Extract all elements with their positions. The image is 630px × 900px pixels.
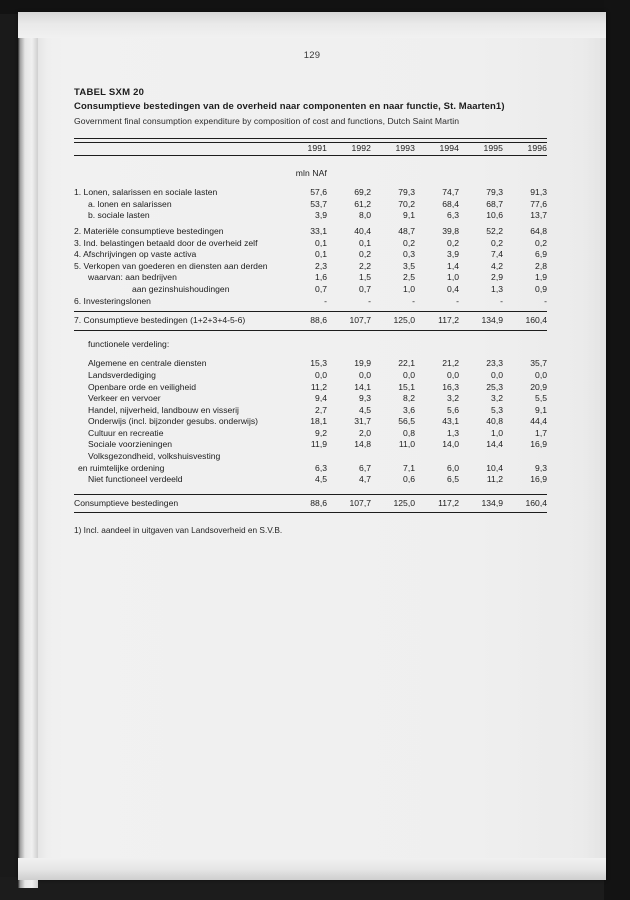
column-header-1992: 1992 xyxy=(351,143,371,153)
cell-1995: 68,7 xyxy=(486,198,503,209)
pre-footer-gap xyxy=(74,486,547,495)
row-label-text: Niet functioneel verdeeld xyxy=(88,474,183,485)
header-blank-corner xyxy=(74,143,283,155)
cell-1992: 1,5 xyxy=(359,272,371,283)
cell-1994: 0,2 xyxy=(447,237,459,248)
spacer-cell xyxy=(74,486,547,495)
cell-1995: 23,3 xyxy=(486,358,503,369)
cell-1994: 0,0 xyxy=(447,369,459,380)
cell-1996: 1,7 xyxy=(535,427,547,438)
row-label xyxy=(74,463,283,475)
row-label-text: a. lonen en salarissen xyxy=(88,198,172,209)
cell-1993: 125,0 xyxy=(393,315,415,326)
table-row xyxy=(74,296,547,308)
unit-row-blank xyxy=(74,168,283,180)
rule-line xyxy=(74,513,547,514)
spacer-cell xyxy=(74,156,547,168)
row-label-text: Verkeer en vervoer xyxy=(88,393,161,404)
cell-1992: - xyxy=(368,295,371,306)
row-label-text: 7. Consumptieve bestedingen (1+2+3+4-5-6) xyxy=(74,315,246,326)
cell-1991: 88,6 xyxy=(310,315,327,326)
cell-1996: 6,9 xyxy=(535,249,547,260)
row-label-text: Handel, nijverheid, landbouw en visserij xyxy=(88,404,239,415)
scan-bed-bottom-band xyxy=(0,877,630,900)
cell-1994: 6,3 xyxy=(447,210,459,221)
table-row-functional xyxy=(74,439,547,451)
header-to-unit-gap xyxy=(74,156,547,168)
cell-1994: 117,2 xyxy=(438,315,459,326)
cell-1996: 16,9 xyxy=(530,439,547,450)
cell-1991: 3,9 xyxy=(315,210,327,221)
cell-1994: 117,2 xyxy=(438,497,459,508)
row-label xyxy=(74,296,283,308)
row-label-text: 5. Verkopen van goederen en diensten aan derden xyxy=(74,260,268,271)
table-code: TABEL SXM 20 xyxy=(74,87,145,98)
cell-1996: 77,6 xyxy=(530,198,547,209)
cell-1993: 22,1 xyxy=(398,358,415,369)
cell-1996: 0,0 xyxy=(535,369,547,380)
cell-1995: 0,0 xyxy=(491,369,503,380)
cell-1992: 9,3 xyxy=(359,393,371,404)
row-label xyxy=(74,498,283,510)
cell-1992: 14,1 xyxy=(354,381,371,392)
cell-1993: 3,5 xyxy=(403,260,415,271)
cell-1993: 7,1 xyxy=(403,462,415,473)
cell-1996: 9,3 xyxy=(535,462,547,473)
cell-1991: 18,1 xyxy=(310,416,327,427)
cell-1995: 4,2 xyxy=(491,260,503,271)
row-label xyxy=(74,439,283,451)
cell-1991: 2,7 xyxy=(315,404,327,415)
cell-1992: 107,7 xyxy=(349,315,371,326)
cell-1991: 11,2 xyxy=(310,381,327,392)
table-row-functional xyxy=(74,405,547,417)
table-row xyxy=(74,249,547,261)
row-label xyxy=(74,428,283,440)
cell-1993: 0,6 xyxy=(403,474,415,485)
cell-1991: - xyxy=(324,295,327,306)
spacer-cell xyxy=(74,350,547,358)
cell-1992: 69,2 xyxy=(354,187,371,198)
row-label xyxy=(74,199,283,211)
table-row-total xyxy=(74,315,547,327)
cell-1993: 79,3 xyxy=(398,187,415,198)
row-label xyxy=(74,210,283,222)
cell-1996: 9,1 xyxy=(535,404,547,415)
cell-1994: 3,9 xyxy=(447,249,459,260)
cell-1992: 61,2 xyxy=(354,198,371,209)
row-label xyxy=(74,226,283,238)
cell-1995: 10,4 xyxy=(486,462,503,473)
cell-1994: 74,7 xyxy=(442,187,459,198)
row-label-text: b. sociale lasten xyxy=(88,210,150,221)
row-label-text: waarvan: aan bedrijven xyxy=(88,272,177,283)
functional-section-heading-row xyxy=(74,339,547,351)
cell-1995: 52,2 xyxy=(486,225,503,236)
cell-1996: 2,8 xyxy=(535,260,547,271)
cell-1996: 160,4 xyxy=(525,315,547,326)
cell-1991: 6,3 xyxy=(315,462,327,473)
unit-row-blank-cell xyxy=(459,168,503,180)
table-row-functional xyxy=(74,474,547,486)
table-row xyxy=(74,238,547,250)
row-label-text: 6. Investeringslonen xyxy=(74,295,151,306)
table-footnote: 1) Incl. aandeel in uitgaven van Landsoverheid en S.V.B. xyxy=(74,525,283,536)
cell-1991 xyxy=(283,451,327,463)
cell-1993: 9,1 xyxy=(403,210,415,221)
cell-1994: 1,4 xyxy=(447,260,459,271)
cell-1993: 0,8 xyxy=(403,427,415,438)
table-title-dutch: Consumptieve bestedingen van de overheid naar componenten en naar functie, St. Maarten1) xyxy=(74,101,505,112)
table-row xyxy=(74,210,547,222)
cell-1993: 11,0 xyxy=(398,439,415,450)
cell-1995: 0,2 xyxy=(491,237,503,248)
printed-content xyxy=(18,12,606,880)
cell-1993: 48,7 xyxy=(398,225,415,236)
table-body xyxy=(74,139,547,514)
column-header-row xyxy=(74,143,547,155)
spacer-cell xyxy=(74,179,547,187)
table-row-footer-total xyxy=(74,498,547,510)
cell-1991: 0,0 xyxy=(315,369,327,380)
table-row-functional xyxy=(74,358,547,370)
cell-1991: 88,6 xyxy=(310,497,327,508)
row-label-text: Cultuur en recreatie xyxy=(88,427,164,438)
cell-1992: 4,5 xyxy=(359,404,371,415)
cell-1996: 0,9 xyxy=(535,283,547,294)
cell-1995: 40,8 xyxy=(486,416,503,427)
unit-to-data-gap xyxy=(74,179,547,187)
cell-1993: 15,1 xyxy=(398,381,415,392)
functional-section-heading-text: functionele verdeling: xyxy=(88,338,170,349)
cell-1994 xyxy=(415,451,459,463)
row-label xyxy=(74,249,283,261)
cell-1995: 134,9 xyxy=(481,497,503,508)
cell-1996: 0,2 xyxy=(535,237,547,248)
table-title-english: Government final consumption expenditure by composition of cost and functions, Dutch Saint Martin xyxy=(74,116,460,126)
cell-1992: 6,7 xyxy=(359,462,371,473)
cell-1992: 40,4 xyxy=(354,225,371,236)
cell-1992: 31,7 xyxy=(354,416,371,427)
cell-1995: 134,9 xyxy=(481,315,503,326)
cell-1992: 19,9 xyxy=(354,358,371,369)
cell-1994: 14,0 xyxy=(442,439,459,450)
row-label xyxy=(74,187,283,199)
unit-row-blank-cell xyxy=(415,168,459,180)
cell-1995: 7,4 xyxy=(491,249,503,260)
column-header-1996: 1996 xyxy=(527,143,547,153)
table-row-functional xyxy=(74,463,547,475)
cell-1995: - xyxy=(500,295,503,306)
table-row xyxy=(74,272,547,284)
cell-1993: 70,2 xyxy=(398,198,415,209)
cell-1995: 2,9 xyxy=(491,272,503,283)
cell-1991: 2,3 xyxy=(315,260,327,271)
cell-1995: 10,6 xyxy=(486,210,503,221)
cell-1992: 2,2 xyxy=(359,260,371,271)
paper-sheet xyxy=(18,12,606,880)
column-header-1995: 1995 xyxy=(483,143,503,153)
table-row xyxy=(74,199,547,211)
row-label xyxy=(74,358,283,370)
cell-1991: 1,6 xyxy=(315,272,327,283)
page-number: 129 xyxy=(303,50,321,61)
column-header-1994: 1994 xyxy=(439,143,459,153)
data-table xyxy=(74,138,547,513)
post-total-gap xyxy=(74,331,547,339)
cell-1991: 11,9 xyxy=(310,439,327,450)
unit-row-blank-cell xyxy=(503,168,547,180)
cell-1995 xyxy=(459,451,503,463)
row-label xyxy=(74,315,283,327)
cell-1993: 3,6 xyxy=(403,404,415,415)
cell-1991: 0,1 xyxy=(315,237,327,248)
cell-1992: 0,1 xyxy=(359,237,371,248)
functional-section-heading xyxy=(74,339,547,351)
cell-1996: 20,9 xyxy=(530,381,547,392)
cell-1993: 2,5 xyxy=(403,272,415,283)
cell-1996: - xyxy=(544,295,547,306)
cell-1992: 2,0 xyxy=(359,427,371,438)
cell-1994: 0,4 xyxy=(447,283,459,294)
cell-1991: 9,4 xyxy=(315,393,327,404)
table-row xyxy=(74,284,547,296)
row-label-text: Algemene en centrale diensten xyxy=(88,358,207,369)
row-label xyxy=(74,370,283,382)
row-label xyxy=(74,238,283,250)
cell-1991: 0,1 xyxy=(315,249,327,260)
cell-1996: 1,9 xyxy=(535,272,547,283)
cell-1993 xyxy=(371,451,415,463)
cell-1992: 14,8 xyxy=(354,439,371,450)
row-label xyxy=(74,451,283,463)
cell-1992: 0,0 xyxy=(359,369,371,380)
cell-1992 xyxy=(327,451,371,463)
cell-1995: 5,3 xyxy=(491,404,503,415)
row-label xyxy=(74,261,283,273)
cell-1993: 125,0 xyxy=(393,497,415,508)
cell-1994: 1,0 xyxy=(447,272,459,283)
column-header-1991: 1991 xyxy=(307,143,327,153)
cell-1994: 1,3 xyxy=(447,427,459,438)
table-row-functional xyxy=(74,382,547,394)
cell-1992: 4,7 xyxy=(359,474,371,485)
table-document xyxy=(74,86,547,536)
row-label xyxy=(74,405,283,417)
cell-1995: 25,3 xyxy=(486,381,503,392)
row-label-text: Consumptieve bestedingen xyxy=(74,497,179,508)
table-row-functional xyxy=(74,416,547,428)
row-label-text: Landsverdediging xyxy=(88,369,156,380)
footer-bottom-rule xyxy=(74,513,547,514)
table-row-functional xyxy=(74,428,547,440)
row-label xyxy=(74,382,283,394)
cell-1996: 16,9 xyxy=(530,474,547,485)
cell-1994: 3,2 xyxy=(447,393,459,404)
cell-1996: 35,7 xyxy=(530,358,547,369)
row-label xyxy=(74,284,283,296)
row-label-text: Onderwijs (incl. bijzonder gesubs. onderwijs) xyxy=(88,416,259,427)
table-row xyxy=(74,261,547,273)
binding-gutter xyxy=(18,28,38,888)
cell-1991: 33,1 xyxy=(310,225,327,236)
table-row xyxy=(74,226,547,238)
cell-1995: 14,4 xyxy=(486,439,503,450)
table-row-functional xyxy=(74,451,547,463)
row-label-text: 2. Materiële consumptieve bestedingen xyxy=(74,225,224,236)
cell-1993: 8,2 xyxy=(403,393,415,404)
cell-1996: 13,7 xyxy=(530,210,547,221)
cell-1993: - xyxy=(412,295,415,306)
row-label-text: Openbare orde en veiligheid xyxy=(88,381,196,392)
row-label xyxy=(74,393,283,405)
row-label xyxy=(74,416,283,428)
cell-1991: 53,7 xyxy=(310,198,327,209)
table-row-functional xyxy=(74,393,547,405)
row-label xyxy=(74,272,283,284)
cell-1992: 0,7 xyxy=(359,283,371,294)
cell-1991: 57,6 xyxy=(310,187,327,198)
unit-label: mln NAf xyxy=(295,167,327,178)
cell-1993: 0,0 xyxy=(403,369,415,380)
functional-heading-gap xyxy=(74,350,547,358)
cell-1993: 56,5 xyxy=(398,416,415,427)
row-label-text: 3. Ind. belastingen betaald door de overheid zelf xyxy=(74,237,258,248)
cell-1991: 9,2 xyxy=(315,427,327,438)
cell-1993: 0,3 xyxy=(403,249,415,260)
table-row-functional xyxy=(74,370,547,382)
spacer-cell xyxy=(74,331,547,339)
cell-1994: 68,4 xyxy=(442,198,459,209)
cell-1996 xyxy=(503,451,547,463)
cell-1996: 160,4 xyxy=(525,497,547,508)
cell-1996: 64,8 xyxy=(530,225,547,236)
cell-1994: 43,1 xyxy=(442,416,459,427)
cell-1994: 6,5 xyxy=(447,474,459,485)
cell-1992: 0,2 xyxy=(359,249,371,260)
cell-1993: 1,0 xyxy=(403,283,415,294)
row-label-text: aan gezinshuishoudingen xyxy=(132,283,230,294)
cell-1993: 0,2 xyxy=(403,237,415,248)
cell-1994: 16,3 xyxy=(442,381,459,392)
unit-row-blank-cell xyxy=(327,168,371,180)
cell-1996: 44,4 xyxy=(530,416,547,427)
unit-row xyxy=(74,168,547,180)
cell-1991: 4,5 xyxy=(315,474,327,485)
cell-1992: 107,7 xyxy=(349,497,371,508)
cell-1995: 1,3 xyxy=(491,283,503,294)
scan-bed-right-band xyxy=(604,0,630,900)
cell-1995: 11,2 xyxy=(486,474,503,485)
row-label-text: 1. Lonen, salarissen en sociale lasten xyxy=(74,187,218,198)
cell-1994: 21,2 xyxy=(442,358,459,369)
cell-1994: 39,8 xyxy=(442,225,459,236)
cell-1995: 1,0 xyxy=(491,427,503,438)
table-row xyxy=(74,187,547,199)
unit-row-blank-cell xyxy=(371,168,415,180)
cell-1996: 5,5 xyxy=(535,393,547,404)
column-header-1993: 1993 xyxy=(395,143,415,153)
cell-1995: 3,2 xyxy=(491,393,503,404)
cell-1992: 8,0 xyxy=(359,210,371,221)
cell-1991: 0,7 xyxy=(315,283,327,294)
cell-1994: - xyxy=(456,295,459,306)
cell-1991: 15,3 xyxy=(310,358,327,369)
row-label-text: Volksgezondheid, volkshuisvesting xyxy=(88,451,221,462)
cell-1994: 6,0 xyxy=(447,462,459,473)
row-label-text: 4. Afschrijvingen op vaste activa xyxy=(74,249,197,260)
cell-1996: 91,3 xyxy=(530,187,547,198)
cell-1995: 79,3 xyxy=(486,187,503,198)
row-label xyxy=(74,474,283,486)
row-label-text: en ruimtelijke ordening xyxy=(78,462,165,473)
cell-1994: 5,6 xyxy=(447,404,459,415)
row-label-text: Sociale voorzieningen xyxy=(88,439,173,450)
